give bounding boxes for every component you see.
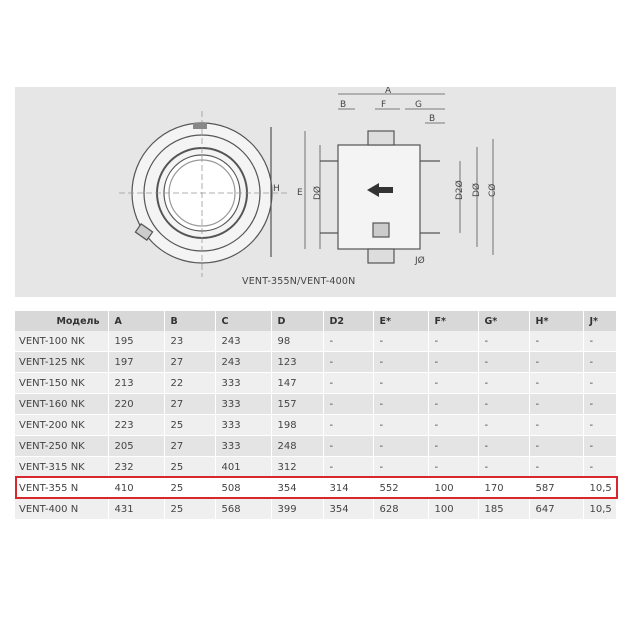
- value-cell: -: [323, 373, 373, 394]
- value-cell: -: [323, 352, 373, 373]
- value-cell: 223: [108, 415, 164, 436]
- model-cell: VENT-250 NK: [15, 436, 108, 457]
- value-cell: 195: [108, 331, 164, 352]
- column-header: E*: [373, 311, 428, 331]
- value-cell: -: [478, 436, 529, 457]
- value-cell: 333: [215, 394, 271, 415]
- value-cell: -: [478, 331, 529, 352]
- dim-f-label: F: [381, 100, 387, 110]
- value-cell: 27: [164, 394, 215, 415]
- value-cell: -: [323, 436, 373, 457]
- value-cell: 100: [428, 478, 478, 499]
- value-cell: 100: [428, 499, 478, 520]
- column-header: G*: [478, 311, 529, 331]
- value-cell: -: [323, 394, 373, 415]
- value-cell: 333: [215, 373, 271, 394]
- value-cell: 205: [108, 436, 164, 457]
- value-cell: -: [583, 352, 616, 373]
- value-cell: -: [529, 436, 583, 457]
- value-cell: 157: [271, 394, 323, 415]
- dimensions-table: [15, 311, 617, 520]
- column-header: C: [215, 311, 271, 331]
- dim-b-left-label: B: [340, 100, 347, 110]
- side-view: [305, 94, 493, 263]
- value-cell: -: [583, 331, 616, 352]
- value-cell: -: [583, 436, 616, 457]
- value-cell: -: [529, 373, 583, 394]
- value-cell: 243: [215, 331, 271, 352]
- value-cell: 354: [323, 499, 373, 520]
- technical-drawing: [15, 87, 616, 297]
- value-cell: 628: [373, 499, 428, 520]
- model-cell: VENT-355 N: [15, 478, 108, 499]
- value-cell: 22: [164, 373, 215, 394]
- table-row: [15, 394, 616, 415]
- value-cell: 431: [108, 499, 164, 520]
- value-cell: 25: [164, 499, 215, 520]
- value-cell: -: [428, 457, 478, 478]
- value-cell: -: [529, 457, 583, 478]
- column-header: D2: [323, 311, 373, 331]
- dim-d2-label: D2Ø: [455, 180, 465, 200]
- value-cell: -: [373, 394, 428, 415]
- value-cell: -: [373, 373, 428, 394]
- model-cell: VENT-200 NK: [15, 415, 108, 436]
- value-cell: -: [373, 415, 428, 436]
- value-cell: 27: [164, 352, 215, 373]
- table-row: [15, 415, 616, 436]
- value-cell: 25: [164, 457, 215, 478]
- value-cell: 198: [271, 415, 323, 436]
- value-cell: 25: [164, 415, 215, 436]
- drawing-caption: VENT-355N/VENT-400N: [242, 276, 356, 287]
- value-cell: -: [428, 331, 478, 352]
- value-cell: 401: [215, 457, 271, 478]
- model-cell: VENT-125 NK: [15, 352, 108, 373]
- value-cell: 333: [215, 415, 271, 436]
- model-cell: VENT-150 NK: [15, 373, 108, 394]
- value-cell: -: [478, 415, 529, 436]
- value-cell: 25: [164, 478, 215, 499]
- dim-c-label: CØ: [488, 183, 498, 197]
- value-cell: 410: [108, 478, 164, 499]
- table-header-row: [15, 311, 616, 331]
- value-cell: 185: [478, 499, 529, 520]
- value-cell: -: [373, 352, 428, 373]
- table-body: [15, 331, 616, 520]
- value-cell: -: [478, 394, 529, 415]
- value-cell: -: [373, 331, 428, 352]
- table-row: [15, 331, 616, 352]
- model-cell: VENT-400 N: [15, 499, 108, 520]
- value-cell: 10,5: [583, 478, 616, 499]
- dim-d-label: DØ: [313, 185, 323, 200]
- value-cell: 312: [271, 457, 323, 478]
- value-cell: 568: [215, 499, 271, 520]
- value-cell: -: [323, 415, 373, 436]
- value-cell: -: [529, 394, 583, 415]
- value-cell: -: [428, 415, 478, 436]
- dim-e-label: E: [297, 188, 303, 198]
- table-row: [15, 457, 616, 478]
- value-cell: 587: [529, 478, 583, 499]
- table-row: [15, 352, 616, 373]
- value-cell: -: [373, 436, 428, 457]
- value-cell: -: [583, 457, 616, 478]
- value-cell: 399: [271, 499, 323, 520]
- model-cell: VENT-315 NK: [15, 457, 108, 478]
- dim-b-right-label: B: [429, 114, 436, 124]
- dim-h-label: H: [273, 184, 280, 194]
- value-cell: -: [529, 352, 583, 373]
- column-header: F*: [428, 311, 478, 331]
- table-row: [15, 499, 616, 520]
- dim-g-label: G: [415, 100, 422, 110]
- value-cell: -: [373, 457, 428, 478]
- value-cell: -: [323, 331, 373, 352]
- value-cell: 213: [108, 373, 164, 394]
- value-cell: 220: [108, 394, 164, 415]
- value-cell: 508: [215, 478, 271, 499]
- value-cell: 170: [478, 478, 529, 499]
- value-cell: 10,5: [583, 499, 616, 520]
- value-cell: -: [529, 415, 583, 436]
- value-cell: -: [478, 352, 529, 373]
- value-cell: 552: [373, 478, 428, 499]
- table-row: [15, 436, 616, 457]
- value-cell: 98: [271, 331, 323, 352]
- value-cell: -: [529, 331, 583, 352]
- value-cell: -: [428, 373, 478, 394]
- column-header: B: [164, 311, 215, 331]
- column-header: D: [271, 311, 323, 331]
- column-header: A: [108, 311, 164, 331]
- value-cell: -: [428, 352, 478, 373]
- value-cell: -: [583, 415, 616, 436]
- value-cell: 27: [164, 436, 215, 457]
- value-cell: 647: [529, 499, 583, 520]
- value-cell: 123: [271, 352, 323, 373]
- column-header: H*: [529, 311, 583, 331]
- value-cell: -: [583, 394, 616, 415]
- value-cell: 243: [215, 352, 271, 373]
- value-cell: 197: [108, 352, 164, 373]
- model-cell: VENT-100 NK: [15, 331, 108, 352]
- column-header: Модель: [15, 311, 108, 331]
- value-cell: 232: [108, 457, 164, 478]
- value-cell: -: [478, 457, 529, 478]
- dim-j-label: JØ: [415, 256, 425, 266]
- value-cell: 147: [271, 373, 323, 394]
- table-row: [15, 373, 616, 394]
- table-row: [15, 478, 616, 499]
- dim-a-label: A: [385, 87, 392, 96]
- value-cell: -: [428, 436, 478, 457]
- front-view: [119, 111, 287, 277]
- fan-dimension-drawing: [15, 87, 616, 297]
- value-cell: -: [323, 457, 373, 478]
- value-cell: -: [583, 373, 616, 394]
- value-cell: 248: [271, 436, 323, 457]
- value-cell: 354: [271, 478, 323, 499]
- value-cell: 314: [323, 478, 373, 499]
- value-cell: -: [428, 394, 478, 415]
- column-header: J*: [583, 311, 616, 331]
- value-cell: 333: [215, 436, 271, 457]
- value-cell: 23: [164, 331, 215, 352]
- value-cell: -: [478, 373, 529, 394]
- model-cell: VENT-160 NK: [15, 394, 108, 415]
- dim-d-right-label: DØ: [472, 182, 482, 197]
